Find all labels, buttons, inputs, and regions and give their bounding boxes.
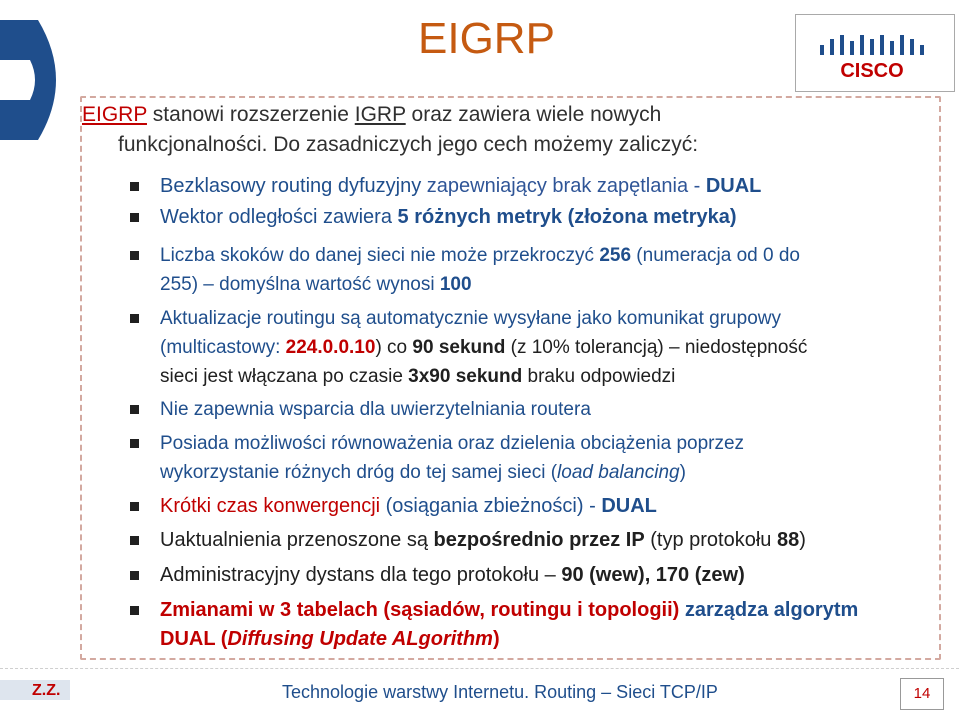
square-bullet-icon	[130, 182, 139, 191]
square-bullet-icon	[130, 571, 139, 580]
square-bullet-icon	[130, 502, 139, 511]
slide: EIGRP CISCO EIGRP stanowi rozszerzenie IGRP oraz zawiera wiele nowych funkcjonalności. Do zasadniczych jego cech możemy zaliczyć: Bezklasowy routing dyfuzyjny zapewniający brak zapętlania - DUAL Wektor odległości zawiera 5 różnych metryk (złożona metryka) Liczba skoków do danej sieci nie może przekroczyć 256 (numeracja od 0 do 255) – domyślna wartość wynosi 100 Aktualizacje routingu są automatycznie wysyłane jako komunikat grupowy (multicastowy: 224.0.0.10) co 90 sekund (z 10% tolerancją) – niedostępność sieci jest włączana po czasie 3x90 sekund braku odpowiedzi Nie zapewnia wsparcia dla uwierzytelniania routera Posiada możliwości równoważenia oraz dzielenia obciążenia poprzez wykorzystanie różnych dróg do tej samej sieci (load balancing) Krótki czas konwergencji (osiągania zbieżności) - DUAL Uaktualnienia przenoszone są bezpośrednio przez IP (typ protokołu 88) Administracyjny dystans dla tego protokołu – 90 (wew), 170 (zew) Zmianami w 3 tabelach (sąsiadów, routingu i topologii) zarządza algorytm DUAL (Diffusing Update ALgorithm) Z.Z. Technologie warstwy Internetu. Routing – Sieci TCP/IP 14	[0, 0, 959, 718]
square-bullet-icon	[130, 439, 139, 448]
cisco-bars-icon	[796, 15, 954, 91]
page-number: 14	[900, 678, 944, 710]
logo-wordmark: CISCO	[840, 60, 904, 82]
square-bullet-icon	[130, 213, 139, 222]
page-title: EIGRP	[418, 14, 555, 63]
decorative-shapes	[0, 0, 80, 718]
intro-line-1: EIGRP stanowi rozszerzenie IGRP oraz zawiera wiele nowych	[82, 103, 662, 126]
intro-line-2: funkcjonalności. Do zasadniczych jego cech możemy zaliczyć:	[118, 133, 699, 156]
intro-paragraph	[82, 100, 922, 160]
square-bullet-icon	[130, 251, 139, 260]
square-bullet-icon	[130, 405, 139, 414]
square-bullet-icon	[130, 536, 139, 545]
footer-author-logo: Z.Z.	[32, 682, 61, 699]
square-bullet-icon	[130, 314, 139, 323]
eigrp-term: EIGRP	[82, 103, 147, 126]
cisco-logo	[795, 14, 955, 92]
square-bullet-icon	[130, 606, 139, 615]
footer-divider	[0, 668, 959, 669]
footer-text: Technologie warstwy Internetu. Routing – Sieci TCP/IP	[282, 682, 718, 702]
